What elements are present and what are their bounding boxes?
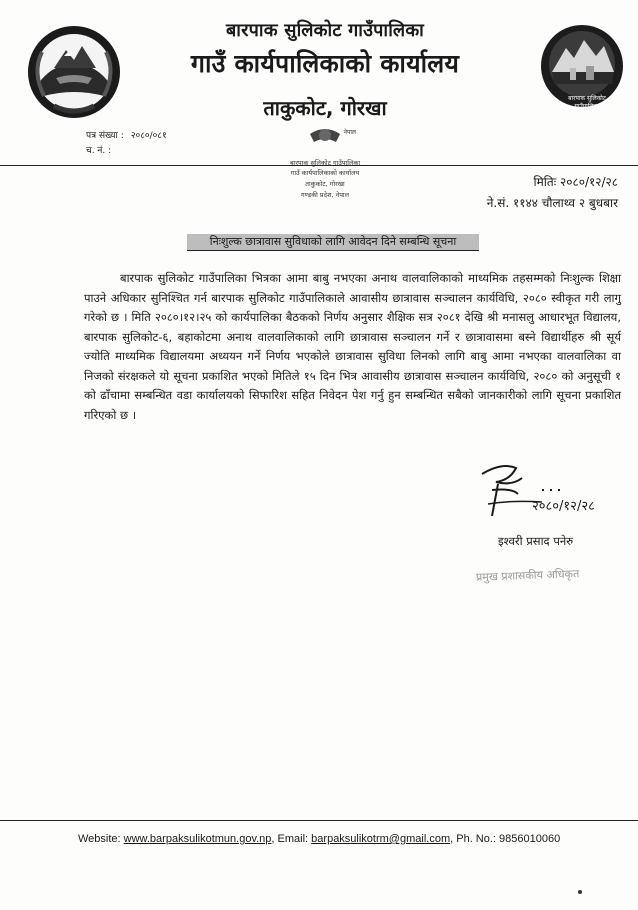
- letter-number-value: २०८०/०८१: [130, 131, 167, 141]
- email-label: Email:: [277, 833, 309, 845]
- phone-label: Ph. No.:: [456, 833, 496, 845]
- notice-subject: निःशुल्क छात्रावास सुविधाको लागि आवेदन दिने सम्बन्धि सूचना: [187, 234, 479, 251]
- scan-speck: [578, 890, 582, 894]
- handwritten-signature: [472, 460, 602, 528]
- letter-number-row: [86, 129, 167, 144]
- email-link[interactable]: barpaksulikotrm@gmail.com: [311, 833, 451, 845]
- letter-number-label: पत्र संख्या :: [86, 131, 124, 141]
- seal-line-1: बारपाक सुलिकोट गाउँपालिका: [289, 159, 361, 167]
- footer-sep-1: ,: [271, 833, 278, 845]
- footer-divider: [0, 820, 638, 821]
- signature-date: २०८०/१२/२८: [532, 499, 595, 514]
- seal-line-2: गाउँ कार्यपालिकाको कार्यालय: [290, 169, 360, 177]
- municipality-logo-text: बारपाक सुलिकोट गाउँपालिका: [568, 95, 606, 110]
- government-emblem-logo: [24, 22, 124, 122]
- footer-sep-2: ,: [450, 833, 457, 845]
- signatory-name: इश्वरी प्रसाद पनेरु: [498, 534, 574, 548]
- date-block: [487, 172, 618, 214]
- office-seal-stamp: [276, 120, 374, 212]
- phone-number: 9856010060: [499, 833, 561, 845]
- letterhead: [160, 18, 490, 121]
- date-nepal-sambat: ने.सं. ११४४ चौलाथ्व २ बुधबार: [486, 196, 618, 210]
- website-label: Website:: [78, 833, 121, 845]
- dispatch-number-label: च. नं. :: [86, 146, 112, 156]
- dispatch-number-row: [86, 144, 167, 159]
- seal-line-4: गण्डकी प्रदेश, नेपाल: [300, 191, 350, 199]
- municipality-name: बारपाक सुलिकोट गाउँपालिका: [225, 20, 425, 41]
- seal-top-word: नेपाल: [343, 129, 356, 136]
- contact-footer: [78, 833, 560, 845]
- seal-line-3: ताकुकोट, गोरखा: [305, 180, 345, 188]
- office-location: ताकुकोट, गोरखा: [263, 96, 387, 120]
- website-link[interactable]: www.barpaksulikotmun.gov.np: [123, 833, 272, 845]
- notice-body: बारपाक सुलिकोट गाउँपालिका भित्रका आमा बाबु नभएका अनाथ वालवालिकाको माध्यमिक तहसम्मको निःशुल्क शिक्षा पाउने अधिकार सुनिश्चित गर्न बारपाक सुलिकोट गाउँपालिकाले आवासीय छात्रावास सञ्चालन कार्यविधि, २०८० स्वीकृत गरी लागु गरेको छ । मिति २०८०।१२।२५ को कार्यपालिका बैठकको निर्णय अनुसार शैक्षिक सत्र २०८१ देखि श्री मनासलु आधारभूत विद्यालय, बारपाक सुलिकोट-६, बहाकोटमा अनाथ वालवालिकाको लागि छात्रावास सञ्चालन गर्ने र छात्रावासमा बस्ने विद्यार्थीहरु श्री सूर्य ज्योति माध्यमिक विद्यालयमा अध्ययन गर्ने निर्णय भएकोले छात्रावास सुविधा लिनको लागि बाबु आमा नभएका वालवालिका वा निजको संरक्षकले यो सूचना प्रकाशित भएको मितिले १५ दिन भित्र आवासीय छात्रावास सञ्चालन कार्यविधि, २०८० को अनुसूची १ को ढाँचामा सम्बन्धित वडा कार्यालयको सिफारिश सहित निवेदन पेश गर्नु हुन सम्बन्धित सबैको जानकारीको लागि सूचना प्रकाशित गरिएको छ ।: [84, 271, 621, 422]
- faint-designation-stamp: प्रमुख प्रशासकीय अधिकृत: [475, 567, 580, 584]
- date-bs: मितिः २०८०/१२/२८: [533, 175, 618, 189]
- reference-block: [86, 129, 167, 159]
- office-name: गाउँ कार्यपालिकाको कार्यालय: [190, 49, 460, 78]
